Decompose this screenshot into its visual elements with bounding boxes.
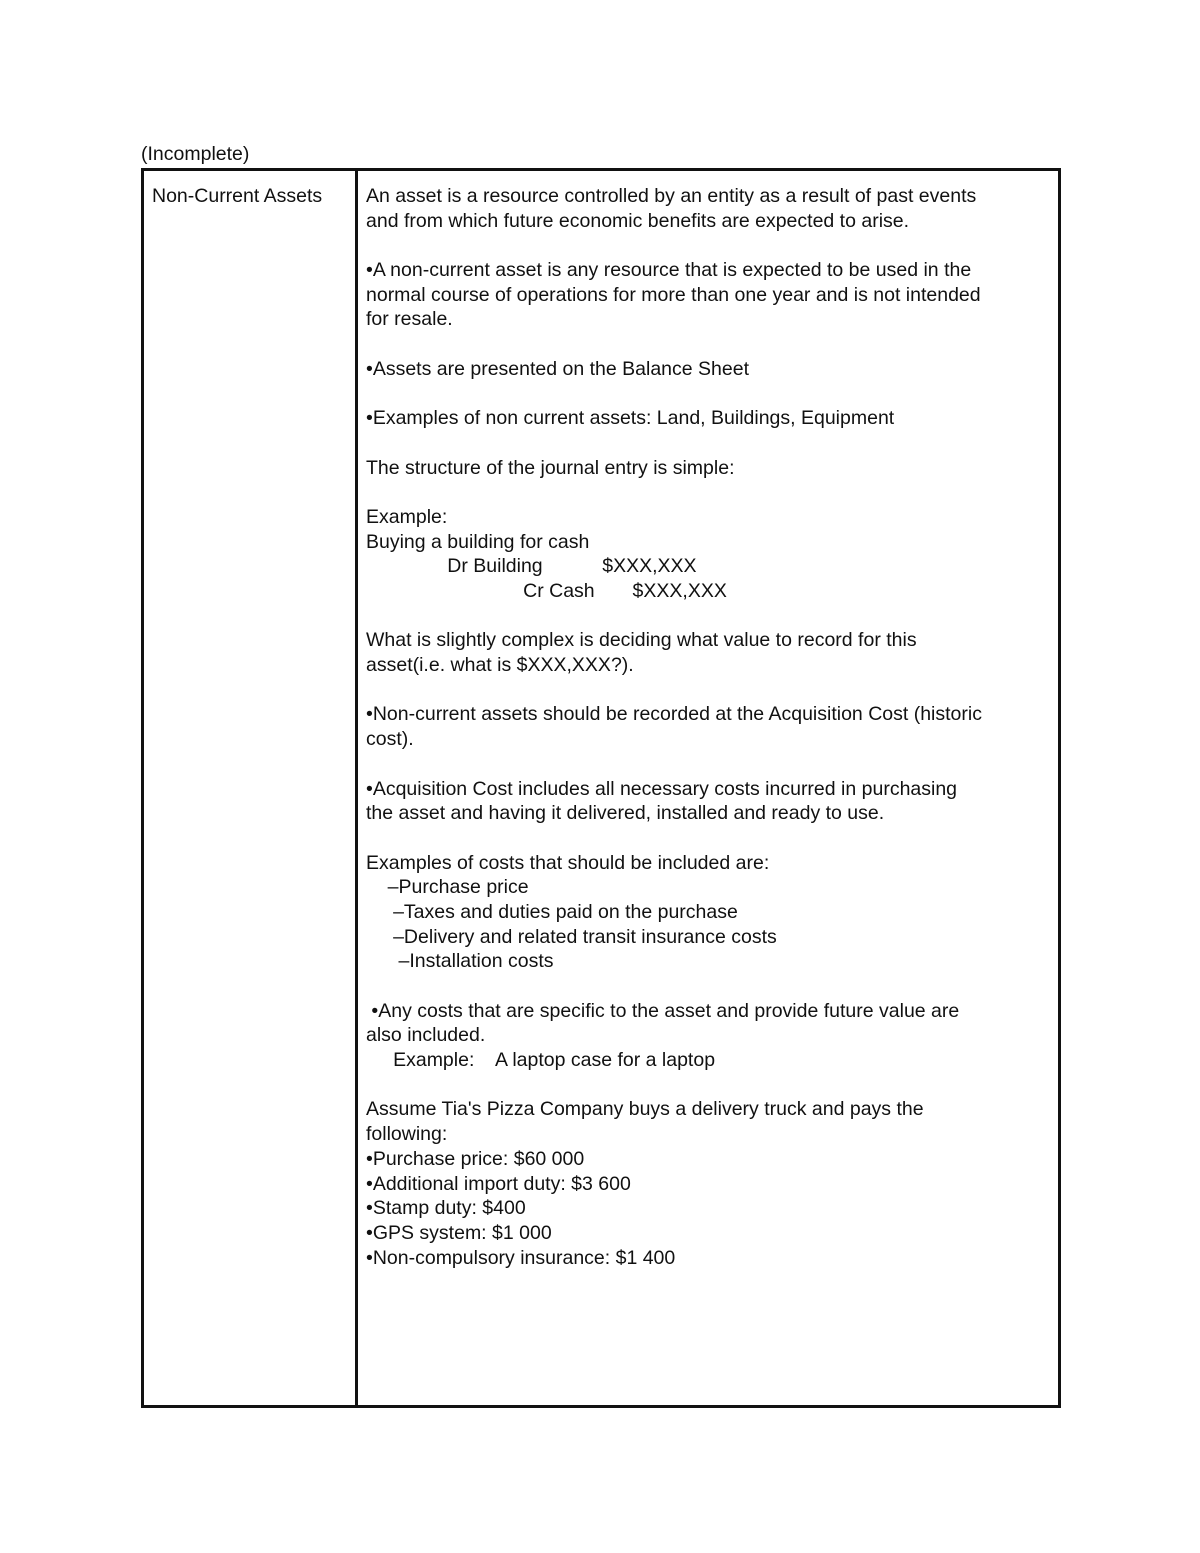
- text-line: –Purchase price: [366, 876, 529, 899]
- text-line: •Non-compulsory insurance: $1 400: [366, 1246, 676, 1269]
- text-line: Example:: [366, 505, 448, 528]
- text-line: Dr Building $XXX,XXX: [366, 555, 697, 578]
- text-line: cost).: [366, 728, 414, 751]
- text-line: •GPS system: $1 000: [366, 1221, 552, 1244]
- text-line: Buying a building for cash: [366, 530, 590, 553]
- blank-line: [366, 974, 1058, 999]
- column-divider: [355, 171, 358, 1405]
- blank-line: [366, 604, 1058, 629]
- text-line: •Acquisition Cost includes all necessary costs incurred in purchasing: [366, 777, 958, 800]
- text-line: Examples of costs that should be included are:: [366, 851, 770, 874]
- text-line: An asset is a resource controlled by an entity as a result of past events: [366, 185, 977, 207]
- text-line: •Purchase price: $60 000: [366, 1147, 585, 1170]
- blank-line: [366, 752, 1058, 777]
- text-line: for resale.: [366, 308, 453, 331]
- document-status-label: (Incomplete): [141, 143, 250, 165]
- blank-line: [366, 480, 1058, 505]
- text-line: •A non-current asset is any resource that is expected to be used in the: [366, 259, 972, 282]
- text-line: Cr Cash $XXX,XXX: [366, 580, 727, 602]
- text-line: •Stamp duty: $400: [366, 1197, 526, 1220]
- text-line: following:: [366, 1123, 448, 1146]
- notes-table: [141, 168, 1061, 1408]
- text-line: –Delivery and related transit insurance costs: [366, 925, 777, 948]
- blank-line: [366, 826, 1058, 851]
- text-line: •Assets are presented on the Balance Sheet: [366, 357, 749, 380]
- blank-line: [366, 678, 1058, 703]
- text-line: the asset and having it delivered, installed and ready to use.: [366, 802, 885, 825]
- blank-line: [366, 1073, 1058, 1098]
- text-line: •Examples of non current assets: Land, Buildings, Equipment: [366, 407, 895, 430]
- text-line: –Taxes and duties paid on the purchase: [366, 900, 738, 923]
- text-line: normal course of operations for more than one year and is not intended: [366, 283, 981, 306]
- text-line: and from which future economic benefits are expected to arise.: [366, 209, 910, 232]
- text-line: Example: A laptop case for a laptop: [366, 1049, 716, 1072]
- definition-cell: [366, 184, 1058, 1270]
- text-line: What is slightly complex is deciding what value to record for this: [366, 629, 917, 652]
- text-line: Assume Tia's Pizza Company buys a delivery truck and pays the: [366, 1098, 924, 1121]
- text-line: •Non-current assets should be recorded at the Acquisition Cost (historic: [366, 703, 982, 726]
- text-line: •Additional import duty: $3 600: [366, 1172, 631, 1195]
- text-line: The structure of the journal entry is simple:: [366, 456, 735, 479]
- text-line: asset(i.e. what is $XXX,XXX?).: [366, 654, 634, 677]
- blank-line: [366, 332, 1058, 357]
- text-line: –Installation costs: [366, 950, 554, 973]
- blank-line: [366, 431, 1058, 456]
- text-line: also included.: [366, 1024, 486, 1047]
- blank-line: [366, 233, 1058, 258]
- blank-line: [366, 382, 1058, 407]
- term-cell: Non-Current Assets: [152, 185, 323, 207]
- text-line: •Any costs that are specific to the asset and provide future value are: [366, 999, 960, 1022]
